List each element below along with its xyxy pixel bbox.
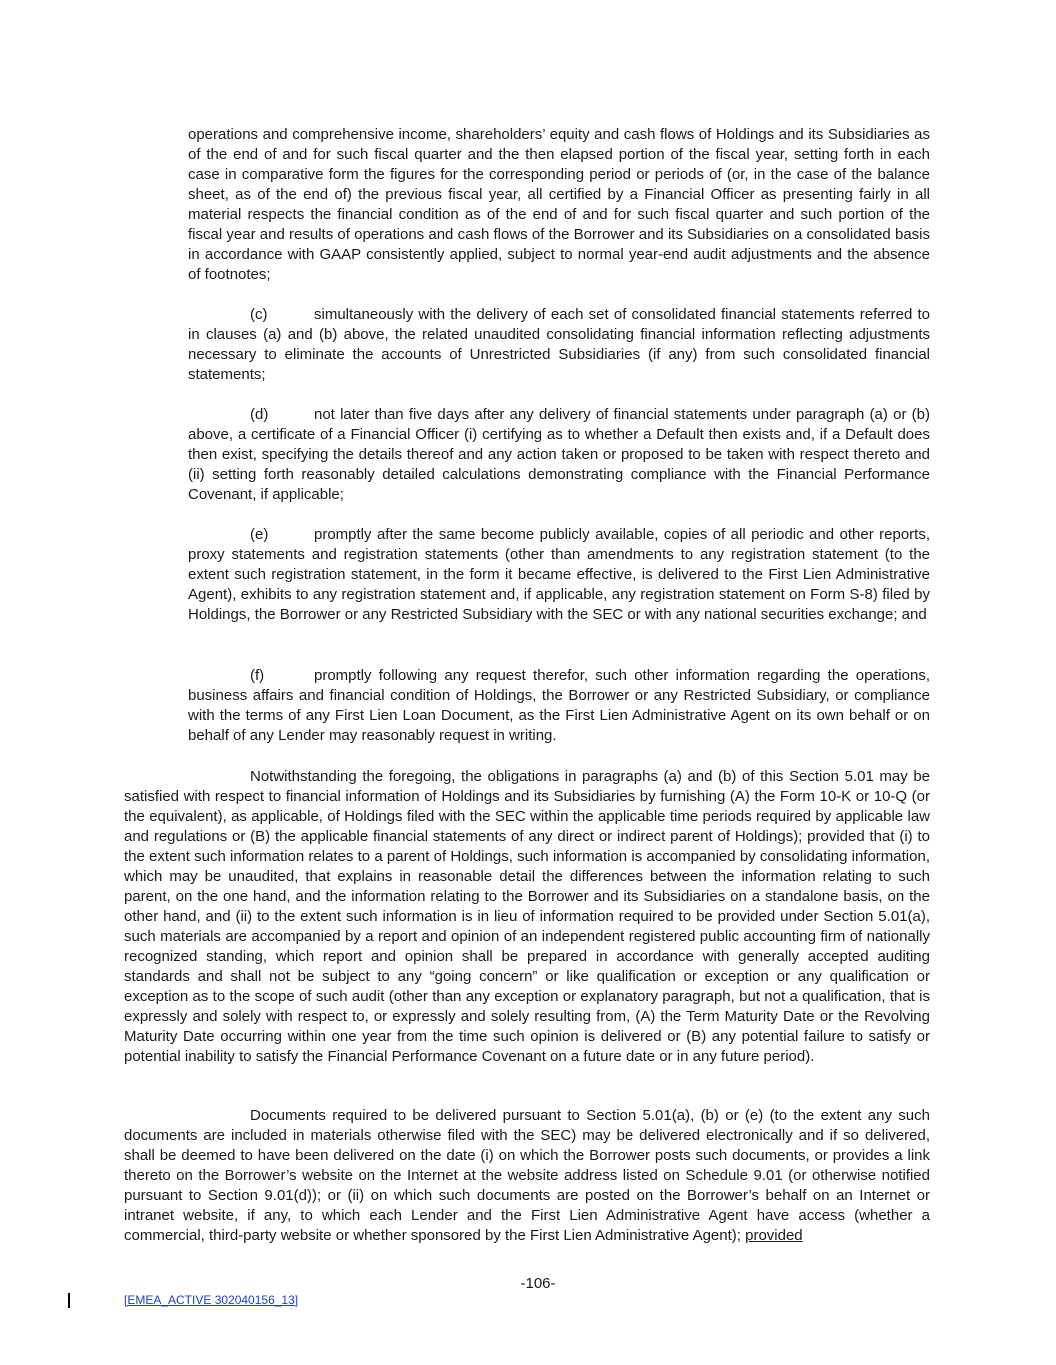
- clause-c-text: simultaneously with the delivery of each set of consolidated financial statements referred to in clauses (a) and (b) above, the related unaudited consolidating financial information reflecting adjustments necessary to eliminate the accounts of Unrestricted Subsidiaries (if any) from such consolidated financial statements;: [188, 306, 930, 383]
- clause-f-text: promptly following any request therefor, such other information regarding the operations, business affairs and financial condition of Holdings, the Borrower or any Restricted Subsidiary, or compliance with the terms of any First Lien Loan Document, as the First Lien Administrative Agent on its own behalf or on behalf of any Lender may reasonably request in writing.: [188, 667, 930, 744]
- paragraph-continuation: operations and comprehensive income, shareholders’ equity and cash flows of Holdings and its Subsidiaries as of the end of and for such fiscal quarter and the then elapsed portion of the fiscal year, setting forth in each case in comparative form the figures for the corresponding period or periods of (or, in the case of the balance sheet, as of the end of) the previous fiscal year, all certified by a Financial Officer as presenting fairly in all material respects the financial condition as of the end of and for such fiscal quarter and such portion of the fiscal year and results of operations and cash flows of the Borrower and its Subsidiaries on a consolidated basis in accordance with GAAP consistently applied, subject to normal year-end audit adjustments and the absence of footnotes;: [188, 126, 930, 283]
- clause-d: [188, 405, 930, 505]
- clause-d-text: not later than five days after any delivery of financial statements under paragraph (a) or (b) above, a certificate of a Financial Officer (i) certifying as to whether a Default then exists and, if a Default does then exist, specifying the details thereof and any action taken or proposed to be taken with respect thereto and (ii) setting forth reasonably detailed calculations demonstrating compliance with the Financial Performance Covenant, if applicable;: [188, 406, 930, 503]
- documents-text: Documents required to be delivered pursuant to Section 5.01(a), (b) or (e) (to the extent any such documents are included in materials otherwise filed with the SEC) may be delivered electronically and if so delivered, shall be deemed to have been delivered on the date (i) on which the Borrower posts such documents, or provides a link thereto on the Borrower’s website on the Internet at the website address listed on Schedule 9.01 (or otherwise notified pursuant to Section 9.01(d)); or (ii) on which such documents are posted on the Borrower’s behalf on an Internet or intranet website, if any, to which each Lender and the First Lien Administrative Agent have access (whether a commercial, third-party website or whether sponsored by the First Lien Administrative Agent);: [124, 1107, 930, 1244]
- clause-d-label: (d): [250, 406, 269, 423]
- documents-paragraph: [124, 1106, 930, 1246]
- clause-f: [188, 666, 930, 746]
- clause-c: [188, 305, 930, 385]
- notwithstanding-text: Notwithstanding the foregoing, the obligations in paragraphs (a) and (b) of this Section 5.01 may be satisfied with respect to financial information of Holdings and its Subsidiaries by furnishing (A) the Form 10-K or 10-Q (or the equivalent), as applicable, of Holdings filed with the SEC within the applicable time periods required by applicable law and regulations or (B) the applicable financial statements of any direct or indirect parent of Holdings); provided that (i) to the extent such information relates to a parent of Holdings, such information is accompanied by consolidating information, which may be unaudited, that explains in reasonable detail the differences between the information relating to such parent, on the one hand, and the information relating to the Borrower and its Subsidiaries on a standalone basis, on the other hand, and (ii) to the extent such information is in lieu of information required to be provided under Section 5.01(a), such materials are accompanied by a report and opinion of an independent registered public accounting firm of nationally recognized standing, which report and opinion shall be prepared in accordance with generally accepted auditing standards and shall not be subject to any “going concern” or like qualification or exception or any qualification or exception as to the scope of such audit (other than any exception or explanatory paragraph, but not a qualification, that is expressly and solely with respect to, or expressly and solely resulting from, (A) the Term Maturity Date or the Revolving Maturity Date occurring within one year from the time such opinion is delivered or (B) any potential failure to satisfy or potential inability to satisfy the Financial Performance Covenant on a future date or in any future period).: [124, 768, 930, 1065]
- clause-c-label: (c): [250, 306, 268, 323]
- notwithstanding-paragraph: [124, 767, 930, 1067]
- clause-e-label: (e): [250, 526, 269, 543]
- provided-term: provided: [745, 1227, 803, 1244]
- clause-f-label: (f): [250, 667, 265, 684]
- change-bar: [68, 1293, 70, 1308]
- document-reference-link[interactable]: [EMEA_ACTIVE 302040156_13]: [124, 1293, 299, 1307]
- page-number: -106-: [520, 1275, 556, 1292]
- clause-e-text: promptly after the same become publicly available, copies of all periodic and other reports, proxy statements and registration statements (other than amendments to any registration statement (to the extent such registration statement, in the form it became effective, is delivered to the First Lien Administrative Agent), exhibits to any registration statement and, if applicable, any registration statement on Form S-8) filed by Holdings, the Borrower or any Restricted Subsidiary with the SEC or with any national securities exchange; and: [188, 526, 930, 623]
- clause-e: [188, 525, 930, 625]
